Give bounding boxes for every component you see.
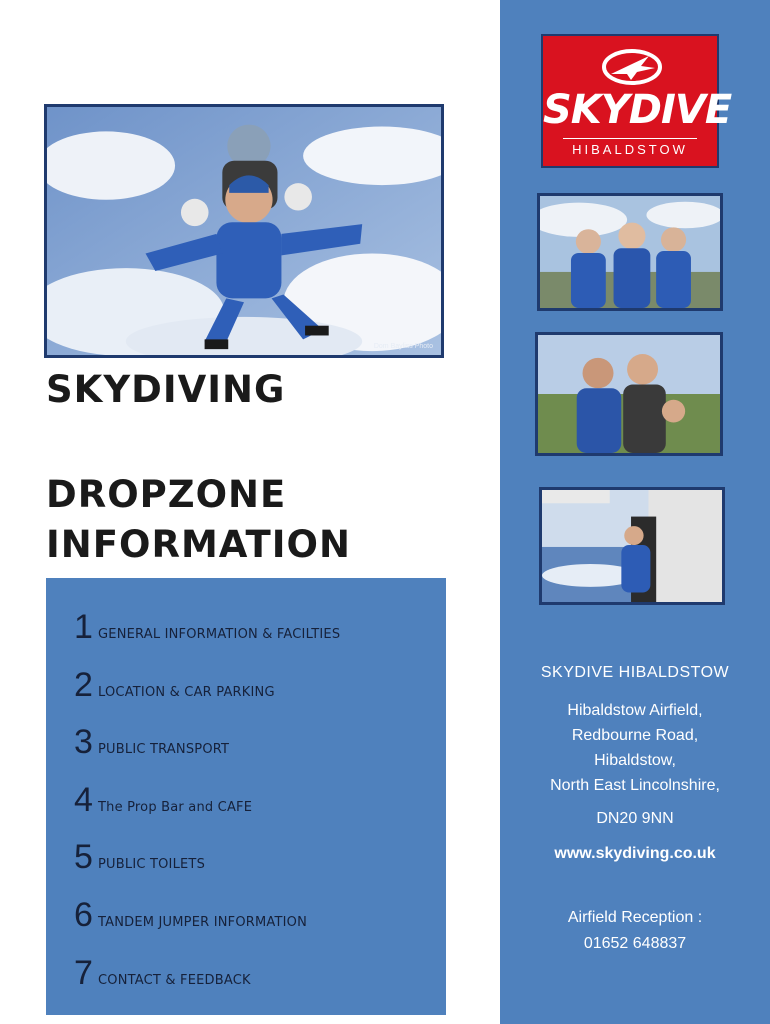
tandem-freefall-photo (44, 104, 444, 358)
contact-postcode: DN20 9NN (596, 810, 674, 827)
page-subtitle (46, 470, 446, 570)
subtitle-line-2: INFORMATION (46, 523, 351, 566)
logo-subtitle: HIBALDSTOW (563, 138, 697, 157)
contents-number: 6 (74, 896, 93, 934)
contact-website-link[interactable]: www.skydiving.co.uk (554, 845, 716, 862)
address-line: North East Lincolnshire, (550, 777, 720, 794)
contents-label: The Prop Bar and CAFE (98, 800, 253, 815)
contact-reception (500, 905, 770, 957)
contents-item-contact[interactable] (74, 954, 251, 993)
aircraft-exit-photo (539, 487, 725, 605)
contents-item-public-transport[interactable] (74, 723, 229, 762)
subtitle-line-1: DROPZONE (46, 473, 287, 516)
address-line: Hibaldstow, (594, 752, 676, 769)
plane-logo-icon (601, 48, 663, 86)
contents-label: PUBLIC TOILETS (98, 857, 206, 872)
reception-label: Airfield Reception : (567, 909, 703, 926)
address-line: Hibaldstow Airfield, (567, 702, 703, 719)
contents-number: 2 (74, 666, 93, 704)
contents-number: 5 (74, 838, 93, 876)
skydive-hibaldstow-logo (541, 34, 732, 168)
contents-item-general-information[interactable] (74, 608, 340, 647)
contents-number: 7 (74, 954, 93, 992)
contents-item-prop-bar[interactable] (74, 781, 252, 820)
logo-wordmark: SKYDIVE (543, 87, 732, 133)
contents-number: 4 (74, 781, 93, 819)
address-line: Redbourne Road, (571, 727, 699, 744)
contents-label: PUBLIC TRANSPORT (98, 742, 230, 757)
jumpers-thumbs-up-photo (535, 332, 723, 456)
contents-label: GENERAL INFORMATION & FACILTIES (98, 627, 341, 642)
contents-item-tandem-jumper[interactable] (74, 896, 307, 935)
contents-label: CONTACT & FEEDBACK (98, 973, 251, 988)
reception-phone[interactable]: 01652 648837 (583, 935, 687, 952)
contents-number: 1 (74, 608, 93, 646)
group-jumpers-photo (537, 193, 723, 311)
contents-label: TANDEM JUMPER INFORMATION (98, 915, 308, 930)
contents-number: 3 (74, 723, 93, 761)
contents-item-public-toilets[interactable] (74, 838, 205, 877)
page-title: SKYDIVING (46, 368, 286, 411)
contents-label: LOCATION & CAR PARKING (98, 685, 275, 700)
contact-address (500, 698, 770, 798)
contact-company-name: SKYDIVE HIBALDSTOW (540, 664, 730, 681)
contents-item-location[interactable] (74, 666, 275, 705)
photo-credit: Dom Bayliss Photo (373, 343, 433, 350)
contents-panel (46, 578, 446, 1015)
